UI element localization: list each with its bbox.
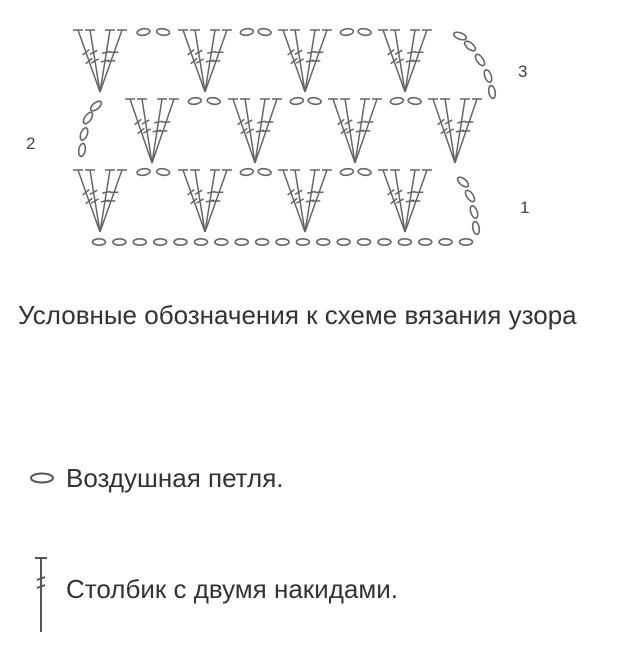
legend-item-double-treble (0, 548, 640, 638)
double-treble-icon (26, 554, 56, 634)
chain-stitch-icon (27, 468, 57, 488)
legend-label-double-treble: Столбик с двумя накидами. (66, 574, 398, 604)
crochet-chart (0, 0, 640, 255)
chart-background (30, 10, 530, 248)
row-label-2: 2 (26, 134, 36, 153)
legend-title: Условные обозначения к схеме вязания узора (18, 300, 577, 330)
row-label-3: 3 (518, 62, 528, 81)
legend-label-chain: Воздушная петля. (66, 463, 284, 493)
legend-item-chain (0, 458, 640, 502)
stitch-diagram (0, 0, 640, 255)
row-label-1: 1 (520, 198, 530, 217)
